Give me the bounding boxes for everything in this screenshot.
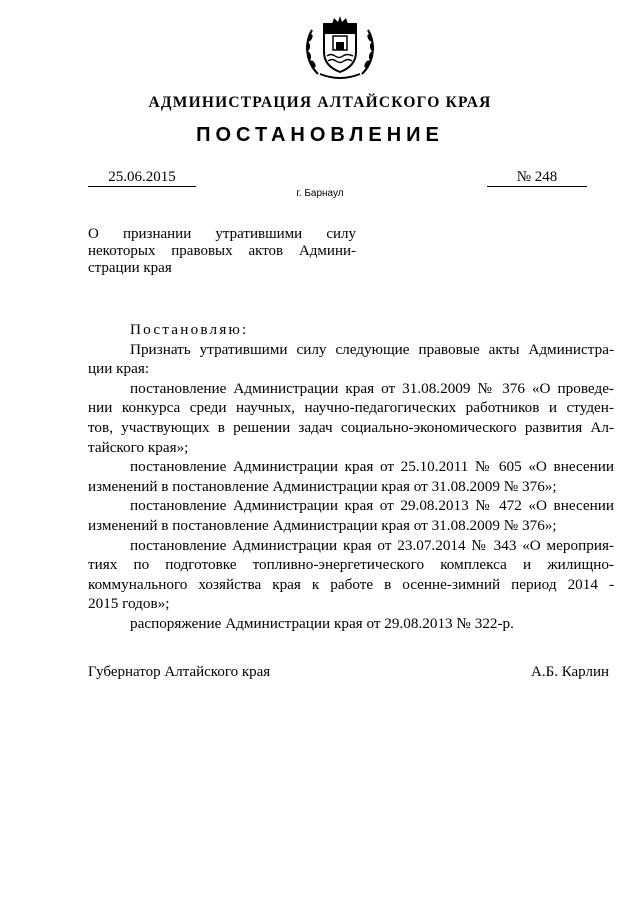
body-line: ции края: [88,360,150,378]
document-number: № 248 [487,168,587,187]
signatory-position: Губернатор Алтайского края [88,664,271,680]
organization-title: АДМИНИСТРАЦИЯ АЛТАЙСКОГО КРАЯ [148,94,492,111]
document-city: г. Барнаул [296,188,344,199]
body-line: Признать утратившими силу следующие правовые акты Администра- [130,340,614,358]
body-line: тов, участвующих в решении задач социально-экономического развития Ал- [88,418,614,436]
body-line: постановление Администрации края от 23.07.2014 № 343 «О мероприя- [130,536,614,554]
document-subject [88,226,356,277]
body-line: постановление Администрации края от 25.10.2011 № 605 «О внесении [130,458,614,476]
body-line: тиях по подготовке топливно-энергетического комплекса и жилищно- [88,556,614,574]
body-line: постановление Администрации края от 31.08.2009 № 376 «О проведе- [130,379,614,397]
document-type-title: ПОСТАНОВЛЕНИЕ [196,124,444,146]
body-line: изменений в постановление Администрации края от 31.08.2009 № 376»; [88,477,557,495]
body-line: 2015 годов»; [88,595,170,613]
body-line: распоряжение Администрации края от 29.08.2013 № 322-р. [130,614,514,632]
subject-line: некоторых правовых актов Админи- [88,243,356,259]
document-body [88,320,614,634]
body-line: коммунального хозяйства края к работе в осенне-зимний период 2014 - [88,575,614,593]
body-line: тайского края»; [88,438,189,456]
body-intro: Постановляю: [130,321,249,338]
coat-of-arms-icon [298,14,382,84]
subject-line: О признании утратившими силу [88,226,356,242]
body-line: нии конкурса среди научных, научно-педагогических работников и студен- [88,399,614,417]
document-date: 25.06.2015 [88,168,196,187]
body-line: изменений в постановление Администрации края от 31.08.2009 № 376»; [88,516,557,534]
subject-line: страции края [88,260,172,276]
signatory-name: А.Б. Карлин [531,664,610,680]
body-line: постановление Администрации края от 29.08.2013 № 472 «О внесении [130,497,614,515]
